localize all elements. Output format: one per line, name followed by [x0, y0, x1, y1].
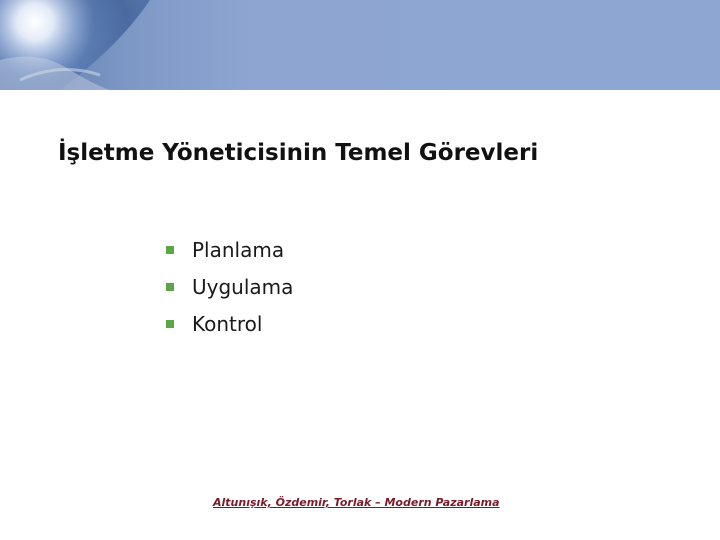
list-item-label: Kontrol	[192, 311, 263, 336]
earth-globe-image	[0, 0, 720, 90]
square-bullet-icon	[166, 283, 174, 291]
square-bullet-icon	[166, 246, 174, 254]
list-item-label: Planlama	[192, 237, 285, 262]
header-banner	[0, 0, 720, 90]
list-item	[166, 268, 293, 305]
list-item	[166, 305, 293, 342]
slide-title: İşletme Yöneticisinin Temel Görevleri	[58, 140, 539, 166]
bullet-list	[166, 231, 293, 342]
list-item	[166, 231, 293, 268]
list-item-label: Uygulama	[192, 274, 294, 299]
footer-source-link[interactable]: Altunışık, Özdemir, Torlak – Modern Pazarlama	[213, 496, 500, 509]
square-bullet-icon	[166, 320, 174, 328]
